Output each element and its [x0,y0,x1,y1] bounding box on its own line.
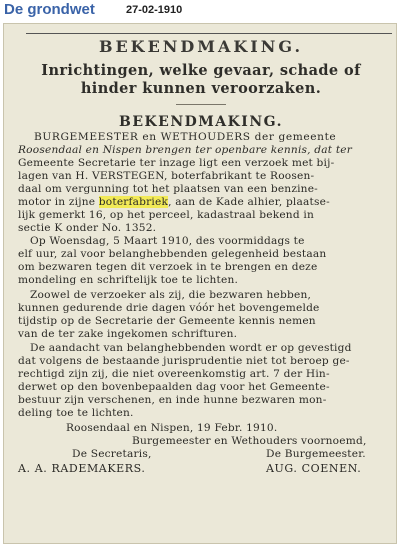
body-line-motor [18,196,330,209]
secretary-label: De Secretaris, [72,448,152,460]
notice-title-secondary: BEKENDMAKING. [119,114,283,130]
newspaper-title: De grondwet [4,1,95,18]
body-line: BURGEMEESTER en WETHOUDERS der gemeente [34,131,337,143]
body-line: rechtigd zijn zij, die niet overeenkomstig art. 7 der Hin- [18,368,330,380]
newspaper-clipping [3,23,397,544]
body-line: sectie K onder No. 1352. [18,222,157,234]
body-line: tijdstip op de Secretarie der Gemeente kennis nemen [18,315,316,327]
page-header [0,0,400,22]
highlighted-term: boterfabriek [98,196,169,208]
body-line: bestuur zijn verschenen, en inde hunne bezwaren mon- [18,394,327,406]
body-line: derwet op den bovenbepaalden dag voor het Gemeente- [18,381,330,393]
mayor-label: De Burgemeester. [266,448,366,460]
body-line: daal om vergunning tot het plaatsen van een benzine- [18,183,318,195]
divider-rule [176,104,226,105]
body-line: deling toe te lichten. [18,407,134,419]
body-line: dat volgens de bestaande jurisprudentie niet tot beroep ge- [18,355,350,367]
place-and-date: Roosendaal en Nispen, 19 Febr. 1910. [66,422,278,434]
publication-date: 27-02-1910 [126,4,183,16]
body-text: , aan de Kade alhier, plaatse- [168,196,330,208]
body-text: motor in zijne [18,196,99,208]
body-line: elf uur, zal voor belanghebbenden gelegenheid bestaan [18,248,327,260]
notice-subtitle-line-2: hinder kunnen veroorzaken. [80,80,322,97]
signoff-line: Burgemeester en Wethouders voornoemd, [132,435,367,447]
body-line: De aandacht van belanghebbenden wordt er op gevestigd [30,342,352,354]
body-line: kunnen gedurende drie dagen vóór het bovengemelde [18,302,320,314]
mayor-name: AUG. COENEN. [266,462,362,475]
notice-title: BEKENDMAKING. [98,37,304,56]
body-line: van de ter zake ingekomen schrifturen. [18,328,238,340]
body-line: Roosendaal en Nispen brengen ter openbare kennis, dat ter [18,144,353,156]
body-line: om bezwaren tegen dit verzoek in te brengen en deze [18,261,318,273]
body-line: Zoowel de verzoeker als zij, die bezwaren hebben, [30,289,312,301]
secretary-name: A. A. RADEMAKERS. [18,462,146,475]
body-line: lijk gemerkt 16, op het perceel, kadastraal bekend in [18,209,314,221]
body-line: mondeling en schriftelijk toe te lichten. [18,274,239,286]
body-line: lagen van H. VERSTEGEN, boterfabrikant te Roosen- [18,170,315,182]
body-line: Gemeente Secretarie ter inzage ligt een verzoek met bij- [18,157,335,169]
top-rule [26,33,392,34]
body-line: Op Woensdag, 5 Maart 1910, des voormiddags te [30,235,305,247]
notice-subtitle-line-1: Inrichtingen, welke gevaar, schade of [41,62,361,79]
